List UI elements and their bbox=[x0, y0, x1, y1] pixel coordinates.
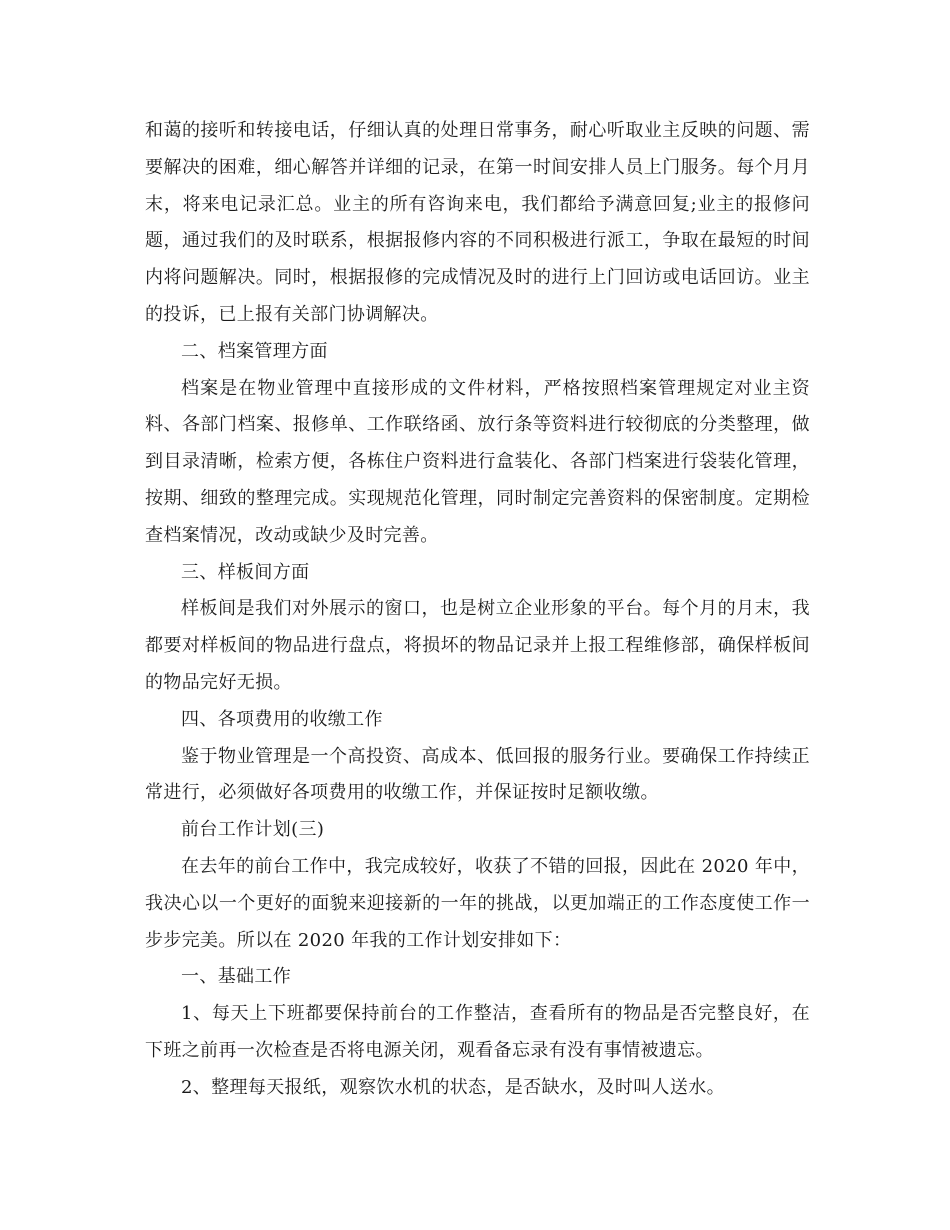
document-body bbox=[145, 113, 810, 1107]
heading-archive-management: 二、档案管理方面 bbox=[181, 340, 328, 362]
list-item-basic-work-1: 1、每天上下班都要保持前台的工作整洁，查看所有的物品是否完整良好，在下班之前再一次检查是否将电源关闭，观看备忘录有没有事情被遗忘。 bbox=[145, 1003, 810, 1061]
paragraph-phone-service: 和蔼的接听和转接电话，仔细认真的处理日常事务，耐心听取业主反映的问题、需要解决的困难，细心解答并详细的记录，在第一时间安排人员上门服务。每个月月末，将来电记录汇总。业主的所有咨询来电，我们都给予满意回复;业主的报修问题，通过我们的及时联系，根据报修内容的不同积极进行派工，争取在最短的时间内将问题解决。同时，根据报修的完成情况及时的进行上门回访或电话回访。业主的投诉，已上报有关部门协调解决。 bbox=[145, 120, 810, 325]
heading-fee-collection: 四、各项费用的收缴工作 bbox=[181, 708, 383, 730]
paragraph-archive-management: 档案是在物业管理中直接形成的文件材料，严格按照档案管理规定对业主资料、各部门档案、报修单、工作联络函、放行条等资料进行较彻底的分类整理，做到目录清晰，检索方便，各栋住户资料进行盒装化、各部门档案进行袋装化管理，按期、细致的整理完成。实现规范化管理，同时制定完善资料的保密制度。定期检查档案情况，改动或缺少及时完善。 bbox=[145, 377, 810, 546]
heading-basic-work: 一、基础工作 bbox=[181, 966, 292, 988]
paragraph-plan-intro: 在去年的前台工作中，我完成较好，收获了不错的回报，因此在 2020 年中，我决心以一个更好的面貌来迎接新的一年的挑战，以更加端正的工作态度使工作一步步完美。所以在 2020 年我的工作计划安排如下： bbox=[145, 855, 810, 951]
heading-front-desk-plan: 前台工作计划(三) bbox=[181, 819, 325, 841]
list-item-basic-work-2: 2、整理每天报纸，观察饮水机的状态，是否缺水，及时叫人送水。 bbox=[181, 1076, 725, 1098]
heading-showroom: 三、样板间方面 bbox=[181, 561, 310, 583]
paragraph-fee-collection: 鉴于物业管理是一个高投资、高成本、低回报的服务行业。要确保工作持续正常进行，必须做好各项费用的收缴工作，并保证按时足额收缴。 bbox=[145, 745, 810, 804]
paragraph-showroom: 样板间是我们对外展示的窗口，也是树立企业形象的平台。每个月的月末，我都要对样板间的物品进行盘点，将损坏的物品记录并上报工程维修部，确保样板间的物品完好无损。 bbox=[145, 598, 810, 693]
